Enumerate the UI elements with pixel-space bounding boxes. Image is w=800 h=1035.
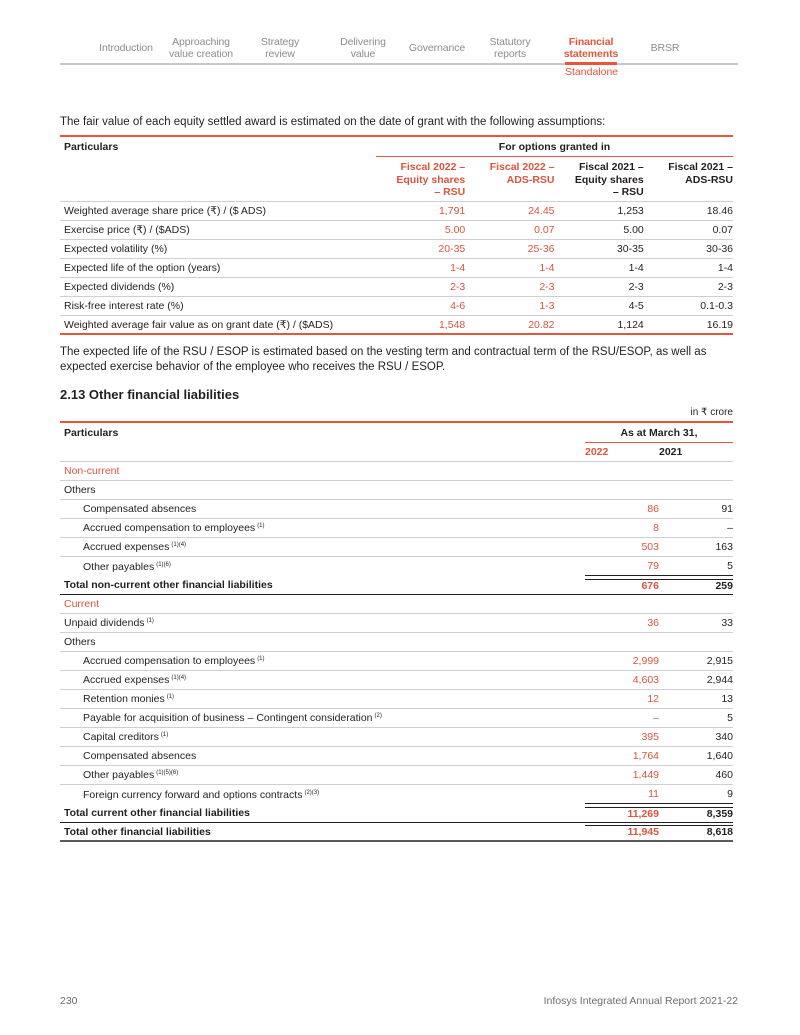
- row-label-text: Others: [64, 636, 96, 648]
- table-row: [60, 557, 733, 576]
- row-value: 2-3: [628, 281, 644, 293]
- row-value: 30-35: [616, 243, 644, 255]
- subheading-row: [60, 633, 733, 652]
- nav-brsr[interactable]: [645, 33, 685, 63]
- row-value: 11,269: [585, 807, 659, 820]
- table-row: [60, 785, 733, 804]
- subheading-row: [60, 481, 733, 500]
- row-label-text: Accrued compensation to employees: [83, 522, 256, 534]
- nav-financial-statements[interactable]: [561, 33, 621, 63]
- row-value: 20.82: [528, 318, 555, 331]
- footnote-ref: (1)(4): [171, 542, 187, 548]
- unit-note: in ₹ crore: [690, 407, 733, 418]
- nav-label: Financial statements: [563, 35, 619, 60]
- row-label: [60, 503, 585, 515]
- row-label-text: Compensated absences: [83, 750, 197, 762]
- row-label-text: Current: [64, 598, 100, 610]
- row-value: 2-3: [717, 281, 733, 293]
- row-value: 4-6: [450, 300, 466, 312]
- row-value: 1-4: [450, 262, 466, 274]
- nav-label: Delivering value: [340, 35, 386, 60]
- footnote-ref: (2)(3): [304, 789, 320, 796]
- row-label: Expected volatility (%): [64, 243, 168, 255]
- table-row: [60, 671, 733, 690]
- row-value: 1-4: [539, 262, 555, 274]
- row-label-text: Retention monies: [83, 693, 165, 705]
- row-value: 91: [721, 503, 733, 515]
- row-value: 460: [715, 769, 733, 781]
- expected-life-text: The expected life of the RSU / ESOP is estimated based on the vesting term and contractual term of the RSU/ESOP, as well as expected exercise behavior of the employee who receives the RSU / ESOP.: [60, 346, 707, 373]
- col-header-fy21-equity: Fiscal 2021 – Equity shares – RSU: [574, 161, 644, 198]
- nav-label: Governance: [408, 41, 466, 54]
- col-header-fy22-ads: Fiscal 2022 – ADS-RSU: [489, 161, 555, 186]
- table-row: [60, 614, 733, 633]
- row-value: 24.45: [528, 205, 555, 217]
- row-value: 13: [721, 693, 733, 705]
- section-nav: [0, 33, 800, 67]
- row-label: [60, 465, 733, 477]
- footnote-ref: (1): [257, 656, 265, 662]
- row-value: 2-3: [539, 281, 555, 293]
- row-value: 5.00: [623, 224, 644, 236]
- header-group: For options granted in: [376, 137, 733, 157]
- row-label: [60, 598, 733, 610]
- table-row: [60, 240, 733, 259]
- table-row: [60, 278, 733, 297]
- row-value: 163: [715, 541, 733, 553]
- table-row: [60, 690, 733, 709]
- table-row: [60, 747, 733, 766]
- row-label: Expected life of the option (years): [64, 262, 221, 274]
- row-value: 1-4: [628, 262, 644, 274]
- row-label: [60, 579, 585, 591]
- footnote-ref: (1)(4): [171, 675, 187, 681]
- row-value: 9: [659, 785, 733, 804]
- row-label: [60, 750, 585, 762]
- row-label-text: Accrued compensation to employees: [83, 655, 256, 667]
- table-row: [60, 652, 733, 671]
- nav-delivering-value[interactable]: [334, 33, 392, 63]
- row-value: 340: [715, 731, 733, 743]
- nav-label: Strategy review: [260, 35, 300, 60]
- header-group: As at March 31,: [585, 423, 733, 443]
- row-label: [60, 484, 733, 496]
- table-row: [60, 202, 733, 221]
- row-value: 259: [659, 579, 733, 592]
- row-value: 676: [585, 579, 659, 592]
- row-value: –: [727, 522, 733, 534]
- table-row: [60, 316, 733, 335]
- liabilities-table: [60, 421, 733, 842]
- nav-label: BRSR: [650, 41, 680, 54]
- row-label: [60, 674, 585, 686]
- row-value: 1-4: [717, 262, 733, 274]
- row-value: 1,791: [438, 205, 466, 217]
- row-label-text: Other payables: [83, 560, 155, 573]
- nav-divider: [60, 63, 738, 65]
- row-value: 1,548: [438, 318, 466, 331]
- table-row: [60, 728, 733, 747]
- nav-governance[interactable]: [404, 33, 470, 63]
- footnote-ref: (1): [160, 732, 169, 738]
- footnote-ref: (1): [257, 523, 265, 529]
- row-label-text: Accrued expenses: [83, 541, 170, 553]
- row-value: 5.00: [444, 224, 466, 236]
- row-value: 30-36: [706, 243, 733, 255]
- row-value: 12: [647, 693, 659, 705]
- row-label: [60, 541, 585, 553]
- row-value: 0.07: [712, 224, 733, 236]
- table-row: [60, 259, 733, 278]
- row-label: [60, 636, 733, 648]
- row-value: 25-36: [527, 243, 555, 255]
- row-value: 1,253: [617, 205, 644, 217]
- row-label: [60, 693, 585, 705]
- row-value: 11: [585, 785, 659, 804]
- table-row: [60, 297, 733, 316]
- total-row: [60, 804, 733, 823]
- row-label: [60, 561, 585, 573]
- row-value: 1,764: [632, 750, 659, 762]
- section-heading-row: [60, 462, 733, 481]
- row-value: 79: [585, 557, 659, 576]
- row-label-text: Others: [64, 484, 96, 496]
- row-value: 8,359: [659, 807, 733, 820]
- footnote-ref: (2): [374, 713, 382, 719]
- nav-label: Introduction: [99, 41, 153, 54]
- row-label-text: Other payables: [83, 769, 155, 781]
- row-value: 2,915: [706, 655, 733, 667]
- row-label: [60, 522, 585, 534]
- row-value: 0.1-0.3: [700, 300, 733, 312]
- section-heading-row: [60, 595, 733, 614]
- table-body: [60, 462, 733, 842]
- section-title: 2.13 Other financial liabilities: [60, 387, 240, 402]
- table-row: [60, 500, 733, 519]
- table-column-headers: [60, 157, 733, 202]
- footnote-ref: (1)(5)(6): [156, 770, 179, 776]
- row-label-text: Unpaid dividends: [64, 617, 145, 629]
- row-label-text: Payable for acquisition of business – Contingent consideration: [83, 712, 373, 724]
- row-value: 1,640: [706, 750, 733, 762]
- row-value: 4,603: [632, 674, 659, 686]
- nav-label: Statutory reports: [489, 35, 531, 60]
- nav-strategy-review[interactable]: [255, 33, 305, 63]
- row-value: 18.46: [706, 205, 733, 217]
- row-label: [60, 826, 585, 838]
- row-value: 2,944: [706, 674, 733, 686]
- row-label-text: Accrued expenses: [83, 674, 170, 686]
- report-title: Infosys Integrated Annual Report 2021-22: [543, 995, 738, 1007]
- row-label-text: Compensated absences: [83, 503, 197, 515]
- row-value: 2-3: [450, 281, 466, 293]
- footnote-ref: (1): [146, 618, 154, 624]
- nav-active-indicator: [565, 62, 617, 65]
- row-label-text: Non-current: [64, 465, 120, 477]
- row-value: 20-35: [438, 243, 466, 255]
- table-row: [60, 766, 733, 785]
- row-label: [60, 712, 585, 724]
- row-label: Expected dividends (%): [64, 281, 175, 293]
- col-header-2021: 2021: [659, 446, 683, 458]
- nav-statutory-reports[interactable]: [482, 33, 538, 63]
- row-label-text: Total other financial liabilities: [64, 825, 211, 838]
- row-label: [60, 655, 585, 667]
- table-body: [60, 202, 733, 335]
- row-label: [60, 731, 585, 743]
- col-header-2022: 2022: [585, 446, 609, 458]
- nav-label: Approaching value creation: [169, 35, 233, 60]
- row-label: [60, 769, 585, 781]
- table-year-headers: [60, 443, 733, 462]
- row-value: 1-3: [539, 300, 555, 312]
- col-header-fy22-equity: Fiscal 2022 – Equity shares – RSU: [396, 161, 466, 198]
- intro-text: The fair value of each equity settled award is estimated on the date of grant with the following assumptions:: [60, 116, 606, 128]
- row-value: 8: [653, 522, 659, 534]
- nav-introduction[interactable]: [92, 33, 160, 63]
- table-row: [60, 221, 733, 240]
- row-value: 86: [647, 503, 659, 515]
- nav-sub-standalone[interactable]: Standalone: [565, 66, 619, 78]
- table-header-row: [60, 137, 733, 157]
- table-row: [60, 519, 733, 538]
- footnote-ref: (1)(6): [156, 561, 171, 568]
- footnote-ref: (1): [166, 694, 175, 700]
- table-header-row: [60, 423, 733, 443]
- page-number: 230: [60, 995, 78, 1007]
- row-value: 1,449: [632, 769, 659, 781]
- nav-approaching-value-creation[interactable]: [164, 33, 238, 63]
- row-value: –: [653, 712, 659, 724]
- grand-total-row: [60, 823, 733, 842]
- row-label-text: Capital creditors: [83, 731, 159, 743]
- row-label: Weighted average fair value as on grant date (₹) / ($ADS): [64, 318, 334, 331]
- assumptions-table: [60, 135, 733, 335]
- row-value: 395: [641, 731, 659, 743]
- row-value: 11,945: [585, 825, 659, 838]
- row-value: 5: [727, 712, 733, 724]
- table-row: [60, 709, 733, 728]
- row-value: 16.19: [706, 318, 733, 331]
- total-row: [60, 576, 733, 595]
- row-value: 1,124: [617, 318, 644, 331]
- row-label: Risk-free interest rate (%): [64, 300, 184, 312]
- row-label: [60, 789, 585, 801]
- row-label-text: Foreign currency forward and options contracts: [83, 788, 303, 801]
- col-header-fy21-ads: Fiscal 2021 – ADS-RSU: [668, 161, 733, 186]
- row-value: 8,618: [659, 825, 733, 838]
- row-label-text: Total current other financial liabilities: [64, 807, 250, 819]
- row-value: 0.07: [534, 224, 555, 236]
- row-label: [60, 807, 585, 819]
- row-value: 503: [641, 541, 659, 553]
- row-value: 4-5: [628, 300, 644, 312]
- table-row: [60, 538, 733, 557]
- row-value: 5: [659, 557, 733, 576]
- header-particulars: Particulars: [64, 427, 119, 439]
- row-label: Exercise price (₹) / ($ADS): [64, 224, 190, 236]
- row-value: 33: [721, 617, 733, 629]
- row-value: 2,999: [632, 655, 659, 667]
- row-label: Weighted average share price (₹) / ($ ADS): [64, 205, 266, 217]
- row-value: 36: [647, 617, 659, 629]
- row-label-text: Total non-current other financial liabilities: [64, 579, 273, 591]
- header-particulars: Particulars: [64, 141, 119, 153]
- row-label: [60, 617, 585, 629]
